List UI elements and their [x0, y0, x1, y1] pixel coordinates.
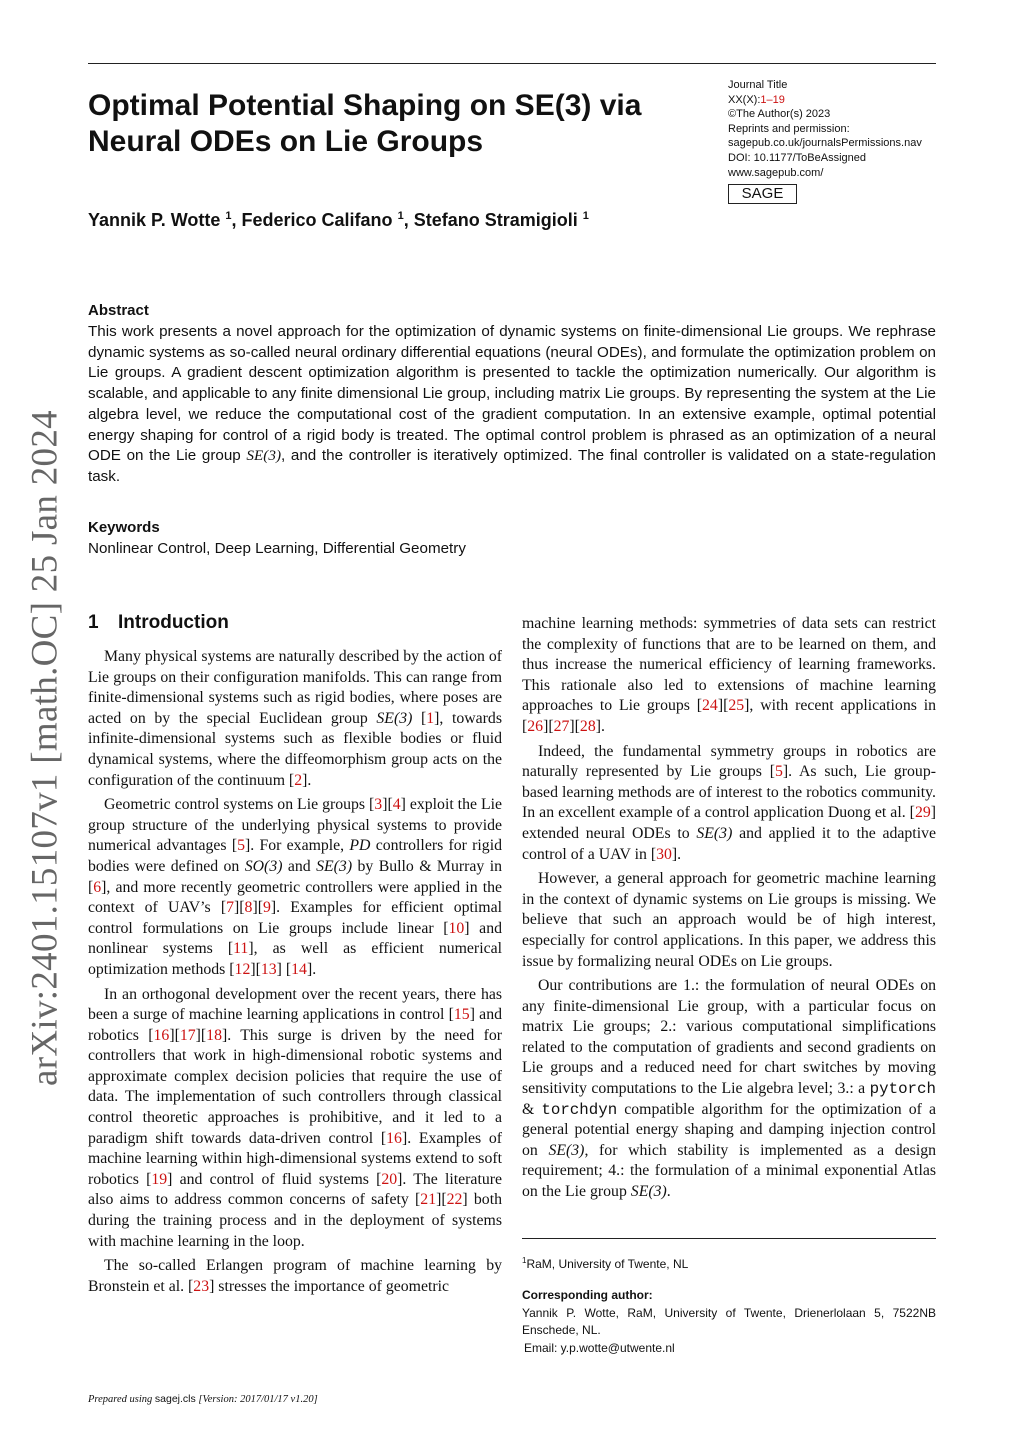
- author-list: Yannik P. Wotte $^1$, Federico Califano $^1$, Stefano Stramigioli $^1$: [88, 210, 589, 230]
- citation-link[interactable]: 21: [420, 1191, 437, 1209]
- citation-link[interactable]: 20: [381, 1170, 398, 1188]
- body-paragraph: Indeed, the fundamental symmetry groups in robotics are naturally represented by Lie groups [5]. As such, Lie group-based learning methods are of interest to the robotics community. In an excellent example of a control application Duong et al. [29] extended neural ODEs to SE(3) and applied it to the adaptive control of a UAV in [30].: [522, 742, 936, 863]
- top-rule: [88, 63, 936, 64]
- body-column-left: [88, 647, 502, 1301]
- body-paragraph: Many physical systems are naturally described by the action of Lie groups on their configuration manifolds. This can range from finite-dimensional systems such as rigid bodies, where poses are acted on by the special Euclidean group SE(3) [1], towards infinite-dimensional systems such as flexible bodies or fluid dynamical systems, where the diffeomorphism group acts on the configuration of the continuum [2].: [88, 648, 502, 789]
- citation-link[interactable]: 23: [193, 1277, 210, 1295]
- citation-link[interactable]: 9: [262, 899, 271, 917]
- math-inline: SE(3): [630, 1183, 667, 1201]
- citation-link[interactable]: 1: [426, 709, 435, 727]
- arxiv-stamp: [20, 410, 70, 1086]
- citation-link[interactable]: 14: [291, 960, 307, 978]
- reprints-url: sagepub.co.uk/journalsPermissions.nav: [728, 137, 922, 150]
- citation-link[interactable]: 6: [93, 878, 102, 896]
- citation-link[interactable]: 18: [206, 1026, 222, 1044]
- citation-link[interactable]: 26: [527, 717, 544, 735]
- citation-link[interactable]: 30: [656, 845, 672, 863]
- citation-link[interactable]: 13: [260, 960, 277, 978]
- page-range-link[interactable]: 1–19: [760, 93, 785, 106]
- citation-link[interactable]: 7: [226, 899, 234, 917]
- math-se3: SE(3): [246, 447, 282, 465]
- corresponding-author-text: Yannik P. Wotte, RaM, University of Twente, Drienerlolaan 5, 7522NB Enschede, NL.: [522, 1306, 936, 1337]
- page-footer: Prepared using sagej.cls [Version: 2017/01/17 v1.20]: [88, 1393, 318, 1405]
- citation-link[interactable]: 16: [153, 1026, 170, 1044]
- abstract-body: This work presents a novel approach for the optimization of dynamic systems on finite-dimensional Lie groups. We rephrase dynamic systems as so-called neural ordinary differential equations (neural ODEs), and formulate the optimization problem on Lie groups. A gradient descent optimization algorithm is presented to tackle the optimization numerically. Our algorithm is scalable, and applicable to any finite dimensional Lie group, including matrix Lie groups. By representing the system at the Lie algebra level, we reduce the computational cost of the gradient computation. In an extensive example, optimal potential energy shaping for control of a rigid body is treated. The optimal control problem is phrased as an optimization of a neural ODE on the Lie group SE(3), and the controller is iteratively optimized. The final controller is validated on a state-regulation task.: [88, 323, 936, 485]
- author-affiliation-mark: 1: [582, 210, 589, 222]
- citation-link[interactable]: 4: [392, 796, 401, 814]
- citation-link[interactable]: 15: [453, 1006, 470, 1024]
- citation-link[interactable]: 25: [728, 697, 745, 715]
- paper-title: Optimal Potential Shaping on SE(3) via Neural ODEs on Lie Groups: [88, 89, 642, 158]
- keywords-list: Nonlinear Control, Deep Learning, Differential Geometry: [88, 540, 466, 557]
- corresponding-email[interactable]: Email: y.p.wotte@utwente.nl: [524, 1341, 675, 1355]
- code-inline: pytorch: [869, 1080, 936, 1099]
- citation-link[interactable]: 11: [233, 940, 249, 958]
- citation-link[interactable]: 24: [702, 697, 718, 715]
- reprints-label: Reprints and permission:: [728, 122, 850, 135]
- body-paragraph: The so-called Erlangen program of machine learning by Bronstein et al. [23] stresses the importance of geometric: [88, 1257, 502, 1295]
- body-paragraph: Geometric control systems on Lie groups [3][4] exploit the Lie group structure of the underlying physical systems to provide numerical advantages [5]. For example, PD controllers for rigid bodies were defined on SO(3) and SE(3) by Bullo & Murray in [6], and more recently geometric controllers were applied in the context of UAV’s [7][8][9]. Examples for efficient optimal control formulations on Lie groups include linear [10] and nonlinear systems [11], as well as efficient numerical optimization methods [12][13] [14].: [88, 796, 502, 978]
- body-paragraph: Our contributions are 1.: the formulation of neural ODEs on any finite-dimensional Lie group, with a particular focus on matrix Lie groups; 2.: various computational simplifications related to the computation of gradients and second gradients on Lie groups and a reduced need for chart switches by moving sensitivity computations to the Lie algebra level; 3.: a pytorch & torchdyn compatible algorithm for the optimization of a general potential energy shaping and damping injection control on SE(3), for which stability is implemented as a design requirement; 4.: the formulation of a minimal exponential Atlas on the Lie group SE(3).: [522, 977, 937, 1201]
- publisher-website: www.sagepub.com/: [728, 166, 824, 179]
- body-paragraph: machine learning methods: symmetries of data sets can restrict the complexity of functions that are to be learned on them, and thus increase the numerical efficiency of learning frameworks. This rationale also led to extensions of machine learning approaches to Lie groups [24][25], with recent applications in [26][27][28].: [522, 615, 936, 735]
- citation-link[interactable]: 22: [446, 1191, 463, 1209]
- citation-link[interactable]: 29: [914, 804, 931, 822]
- journal-title: Journal Title: [728, 79, 788, 91]
- math-inline: SE(3): [548, 1141, 585, 1159]
- section-number: 1: [88, 612, 99, 633]
- section-heading: [88, 612, 229, 634]
- author-name: Federico Califano: [241, 210, 398, 230]
- sage-logo: SAGE: [728, 184, 797, 204]
- citation-link[interactable]: 17: [179, 1026, 196, 1044]
- arxiv-id-text: arXiv:2401.15107v1 [math.OC] 25 Jan 2024: [24, 410, 66, 1086]
- author-name: Yannik P. Wotte: [88, 210, 226, 230]
- copyright: ©The Author(s) 2023: [728, 108, 831, 121]
- keywords-heading: Keywords: [88, 519, 160, 536]
- abstract-heading: Abstract: [88, 302, 149, 319]
- math-inline: SE(3): [696, 824, 733, 842]
- math-inline: SO(3): [244, 857, 283, 875]
- body-paragraph: In an orthogonal development over the recent years, there has been a surge of machine learning applications in control [15] and robotics [16][17][18]. This surge is driven by the need for controllers that work in high-dimensional robotic systems and approximate complex decision policies that require the use of data. The implementation of such controllers through classical control theoretic approaches is prohibitive, and it led to a paradigm shift towards data-driven control [16]. Examples of machine learning within high-dimensional systems extend to soft robotics [19] and control of fluid systems [20]. The literature also aims to address common concerns of safety [21][22] both during the training process and in the deployment of systems with machine learning in the loop.: [88, 985, 502, 1250]
- math-inline: SE(3): [376, 709, 413, 727]
- author-affiliation-mark: 1: [397, 210, 404, 222]
- citation-link[interactable]: 16: [386, 1129, 402, 1147]
- affiliation-footnote: $^1$RaM, University of Twente, NL: [522, 1256, 689, 1271]
- citation-link[interactable]: 27: [553, 717, 570, 735]
- section-title: Introduction: [118, 612, 229, 633]
- citation-link[interactable]: 5: [774, 763, 783, 781]
- citation-link[interactable]: 2: [294, 771, 303, 789]
- citation-link[interactable]: 10: [448, 919, 465, 937]
- footnote-rule: [522, 1238, 936, 1239]
- citation-link[interactable]: 12: [234, 960, 251, 978]
- code-inline: torchdyn: [541, 1100, 618, 1119]
- math-inline: SE(3): [316, 857, 353, 875]
- citation-link[interactable]: 28: [579, 717, 596, 735]
- body-paragraph: However, a general approach for geometric machine learning in the context of dynamic systems on Lie groups is missing. We believe that such an approach would be of high interest, especially for control applications. In this paper, we address this issue by formalizing neural ODEs on Lie groups.: [522, 870, 936, 970]
- journal-volume: XX(X):1–19: [728, 93, 785, 106]
- citation-link[interactable]: 19: [151, 1170, 168, 1188]
- author-affiliation-mark: 1: [225, 210, 232, 222]
- author-name: Stefano Stramigioli: [413, 210, 583, 230]
- citation-link[interactable]: 3: [374, 796, 383, 814]
- body-column-right: [522, 614, 936, 1207]
- citation-link[interactable]: 8: [244, 899, 253, 917]
- citation-link[interactable]: 5: [237, 837, 245, 855]
- journal-info: [728, 78, 922, 180]
- corresponding-author-heading: Corresponding author:: [522, 1288, 653, 1302]
- doi: DOI: 10.1177/ToBeAssigned: [728, 151, 866, 164]
